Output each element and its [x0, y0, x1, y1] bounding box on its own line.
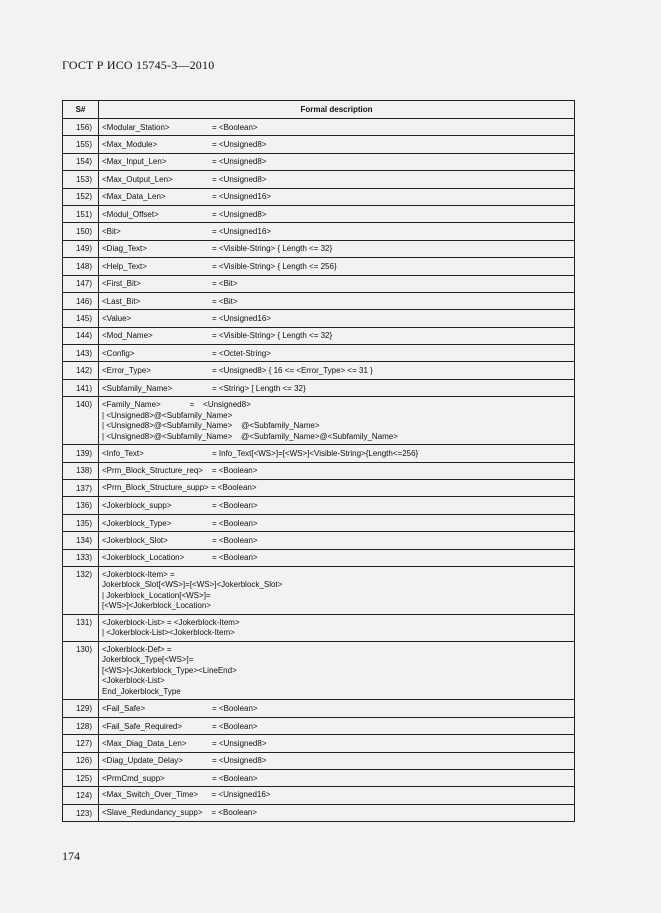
- description-line: | <Unsigned8>@<Subfamily_Name> @<Subfamily_Name>@<Subfamily_Name>: [102, 431, 398, 441]
- element-definition: = <Octet-String>: [212, 348, 271, 358]
- table-row: [63, 171, 575, 188]
- row-number: 156): [63, 119, 99, 136]
- table-row: [63, 735, 575, 752]
- row-number: 151): [63, 205, 99, 222]
- row-description: [99, 188, 575, 205]
- element-definition: = <Unsigned8>: [212, 209, 267, 219]
- element-definition: = <Boolean>: [212, 773, 258, 783]
- table-row: [63, 240, 575, 257]
- element-name: <Last_Bit>: [102, 296, 141, 306]
- row-description: [99, 258, 575, 275]
- element-definition: = Info_Text[<WS>]=[<WS>]<Visible-String>{Length<=256}: [212, 448, 419, 458]
- description-text: <Max_Switch_Over_Time> = <Unsigned16>: [102, 790, 271, 800]
- description-text: <Prm_Block_Structure_req> = <Boolean>: [102, 465, 258, 475]
- row-number: 137): [63, 480, 99, 497]
- row-number: 144): [63, 327, 99, 344]
- row-number: 130): [63, 641, 99, 700]
- table-row: [63, 379, 575, 396]
- element-definition: = <Unsigned16>: [212, 313, 271, 323]
- element-name: <Help_Text>: [102, 261, 147, 271]
- description-line: [<WS>]<Jokerblock_Location>: [102, 601, 211, 611]
- element-definition: = <Bit>: [212, 279, 238, 289]
- row-description: [99, 171, 575, 188]
- row-description: [99, 119, 575, 136]
- description-line: <Family_Name> = <Unsigned8>: [102, 400, 251, 410]
- element-definition: = <Visible-String> { Length <= 256}: [212, 261, 337, 271]
- description-line: <Jokerblock-Def> =: [102, 644, 172, 654]
- column-header-number: S#: [63, 101, 99, 119]
- description-line: <Jokerblock-List>: [102, 676, 165, 686]
- description-line: | <Unsigned8>@<Subfamily_Name>: [102, 410, 233, 420]
- element-name: <Modular_Station>: [102, 122, 170, 132]
- element-definition: = <Boolean>: [212, 553, 258, 563]
- row-number: 145): [63, 310, 99, 327]
- table-row: [63, 292, 575, 309]
- table-row: [63, 119, 575, 136]
- table-row: [63, 327, 575, 344]
- column-header-description: Formal description: [99, 101, 575, 119]
- description-text: <Slave_Redundancy_supp> = <Boolean>: [102, 807, 258, 817]
- row-number: 134): [63, 532, 99, 549]
- row-number: 153): [63, 171, 99, 188]
- row-number: 123): [63, 804, 99, 821]
- row-number: 152): [63, 188, 99, 205]
- row-description: [99, 379, 575, 396]
- element-name: <First_Bit>: [102, 279, 141, 289]
- row-description: [99, 614, 575, 641]
- row-description: [99, 136, 575, 153]
- row-number: 126): [63, 752, 99, 769]
- row-number: 142): [63, 362, 99, 379]
- description-line: End_Jokerblock_Type: [102, 686, 181, 696]
- row-description: [99, 153, 575, 170]
- element-definition: = <Unsigned16>: [212, 227, 271, 237]
- element-name: <Modul_Offset>: [102, 209, 159, 219]
- element-name: <Max_Diag_Data_Len>: [102, 738, 187, 748]
- element-definition: = <Unsigned8>: [212, 157, 267, 167]
- element-name: <Jokerblock_Type>: [102, 518, 172, 528]
- description-text: <Prm_Block_Structure_supp> = <Boolean>: [102, 482, 257, 492]
- row-number: 150): [63, 223, 99, 240]
- element-name: <Max_Data_Len>: [102, 192, 166, 202]
- row-number: 141): [63, 379, 99, 396]
- element-name: <PrmCmd_supp>: [102, 773, 165, 783]
- row-description: [99, 514, 575, 531]
- element-definition: = <Unsigned8>: [212, 140, 267, 150]
- table-row: [63, 258, 575, 275]
- formal-description-table: [62, 100, 575, 822]
- table-row: [63, 641, 575, 700]
- element-definition: = <Bit>: [212, 296, 238, 306]
- description-line: [<WS>]<Jokerblock_Type><LineEnd>: [102, 665, 237, 675]
- description-line: | Jokerblock_Location[<WS>]=: [102, 590, 211, 600]
- row-description: [99, 205, 575, 222]
- table-row: [63, 549, 575, 566]
- table-row: [63, 445, 575, 462]
- description-line: Jokerblock_Type[<WS>]=: [102, 655, 194, 665]
- element-definition: = <Boolean>: [212, 501, 258, 511]
- table-row: [63, 804, 575, 821]
- table-header-row: [63, 101, 575, 119]
- table-row: [63, 362, 575, 379]
- table-row: [63, 752, 575, 769]
- row-description: [99, 292, 575, 309]
- table-row: [63, 700, 575, 717]
- row-description: [99, 770, 575, 787]
- element-name: <Value>: [102, 313, 132, 323]
- description-line: Jokerblock_Slot[<WS>]=[<WS>]<Jokerblock_Slot>: [102, 580, 283, 590]
- row-description: [99, 445, 575, 462]
- row-number: 155): [63, 136, 99, 153]
- table-row: [63, 514, 575, 531]
- element-name: <Error_Type>: [102, 366, 151, 376]
- table-row: [63, 136, 575, 153]
- row-number: 132): [63, 566, 99, 614]
- row-number: 129): [63, 700, 99, 717]
- element-definition: = <Unsigned16>: [212, 192, 271, 202]
- table-row: [63, 345, 575, 362]
- row-number: 136): [63, 497, 99, 514]
- element-name: <Config>: [102, 348, 135, 358]
- page-number: 174: [62, 849, 80, 863]
- row-description: [99, 804, 575, 821]
- description-line: <Jokerblock-List> = <Jokerblock-Item>: [102, 617, 240, 627]
- row-description: [99, 223, 575, 240]
- row-description: [99, 397, 575, 445]
- element-definition: = <Boolean>: [212, 122, 258, 132]
- table-row: [63, 770, 575, 787]
- element-definition: = <Boolean>: [212, 721, 258, 731]
- row-description: [99, 275, 575, 292]
- row-number: 128): [63, 717, 99, 734]
- element-name: <Mod_Name>: [102, 331, 153, 341]
- table-row: [63, 614, 575, 641]
- row-description: [99, 752, 575, 769]
- row-description: [99, 345, 575, 362]
- row-number: 135): [63, 514, 99, 531]
- table-row: [63, 532, 575, 549]
- element-definition: = <Unsigned8>: [212, 756, 267, 766]
- row-number: 138): [63, 462, 99, 479]
- row-number: 125): [63, 770, 99, 787]
- row-number: 149): [63, 240, 99, 257]
- description-line: | <Unsigned8>@<Subfamily_Name> @<Subfamily_Name>: [102, 421, 320, 431]
- row-number: 143): [63, 345, 99, 362]
- element-definition: = <Unsigned8> { 16 <= <Error_Type> <= 31 }: [212, 366, 373, 376]
- element-name: <Info_Text>: [102, 448, 144, 458]
- table-row: [63, 275, 575, 292]
- element-name: <Fail_Safe>: [102, 704, 146, 714]
- table-row: [63, 188, 575, 205]
- row-description: [99, 566, 575, 614]
- table-row: [63, 787, 575, 804]
- row-number: 148): [63, 258, 99, 275]
- row-number: 124): [63, 787, 99, 804]
- row-number: 127): [63, 735, 99, 752]
- table-row: [63, 462, 575, 479]
- element-name: <Bit>: [102, 227, 121, 237]
- element-name: <Jokerblock_Location>: [102, 553, 185, 563]
- element-definition: = <String> [ Length <= 32}: [212, 383, 306, 393]
- element-definition: = <Unsigned8>: [212, 738, 267, 748]
- element-name: <Diag_Update_Delay>: [102, 756, 183, 766]
- table-row: [63, 223, 575, 240]
- document-header: ГОСТ Р ИСО 15745-3—2010: [62, 58, 215, 72]
- row-number: 147): [63, 275, 99, 292]
- element-name: <Fail_Safe_Required>: [102, 721, 183, 731]
- table-row: [63, 310, 575, 327]
- row-number: 131): [63, 614, 99, 641]
- element-name: <Max_Module>: [102, 140, 158, 150]
- row-description: [99, 462, 575, 479]
- row-description: [99, 700, 575, 717]
- table-row: [63, 497, 575, 514]
- element-definition: = <Boolean>: [212, 704, 258, 714]
- table-row: [63, 205, 575, 222]
- row-description: [99, 787, 575, 804]
- element-definition: = <Unsigned8>: [212, 174, 267, 184]
- table-row: [63, 397, 575, 445]
- row-description: [99, 549, 575, 566]
- description-line: | <Jokerblock-List><Jokerblock-Item>: [102, 628, 235, 638]
- element-name: <Diag_Text>: [102, 244, 147, 254]
- element-definition: = <Boolean>: [212, 518, 258, 528]
- element-name: <Jokerblock_supp>: [102, 501, 172, 511]
- row-number: 146): [63, 292, 99, 309]
- table-row: [63, 153, 575, 170]
- table-row: [63, 566, 575, 614]
- row-description: [99, 480, 575, 497]
- row-number: 133): [63, 549, 99, 566]
- row-description: [99, 532, 575, 549]
- element-definition: = <Boolean>: [212, 535, 258, 545]
- row-number: 140): [63, 397, 99, 445]
- row-description: [99, 735, 575, 752]
- row-description: [99, 327, 575, 344]
- table-row: [63, 480, 575, 497]
- row-description: [99, 497, 575, 514]
- element-name: <Subfamily_Name>: [102, 383, 173, 393]
- row-number: 154): [63, 153, 99, 170]
- row-description: [99, 717, 575, 734]
- element-definition: = <Visible-String> { Length <= 32}: [212, 331, 333, 341]
- element-name: <Max_Input_Len>: [102, 157, 167, 167]
- description-line: <Jokerblock-Item> =: [102, 569, 175, 579]
- row-description: [99, 310, 575, 327]
- row-description: [99, 240, 575, 257]
- element-name: <Max_Output_Len>: [102, 174, 173, 184]
- element-name: <Jokerblock_Slot>: [102, 535, 168, 545]
- element-definition: = <Visible-String> { Length <= 32}: [212, 244, 333, 254]
- row-number: 139): [63, 445, 99, 462]
- table-row: [63, 717, 575, 734]
- row-description: [99, 641, 575, 700]
- row-description: [99, 362, 575, 379]
